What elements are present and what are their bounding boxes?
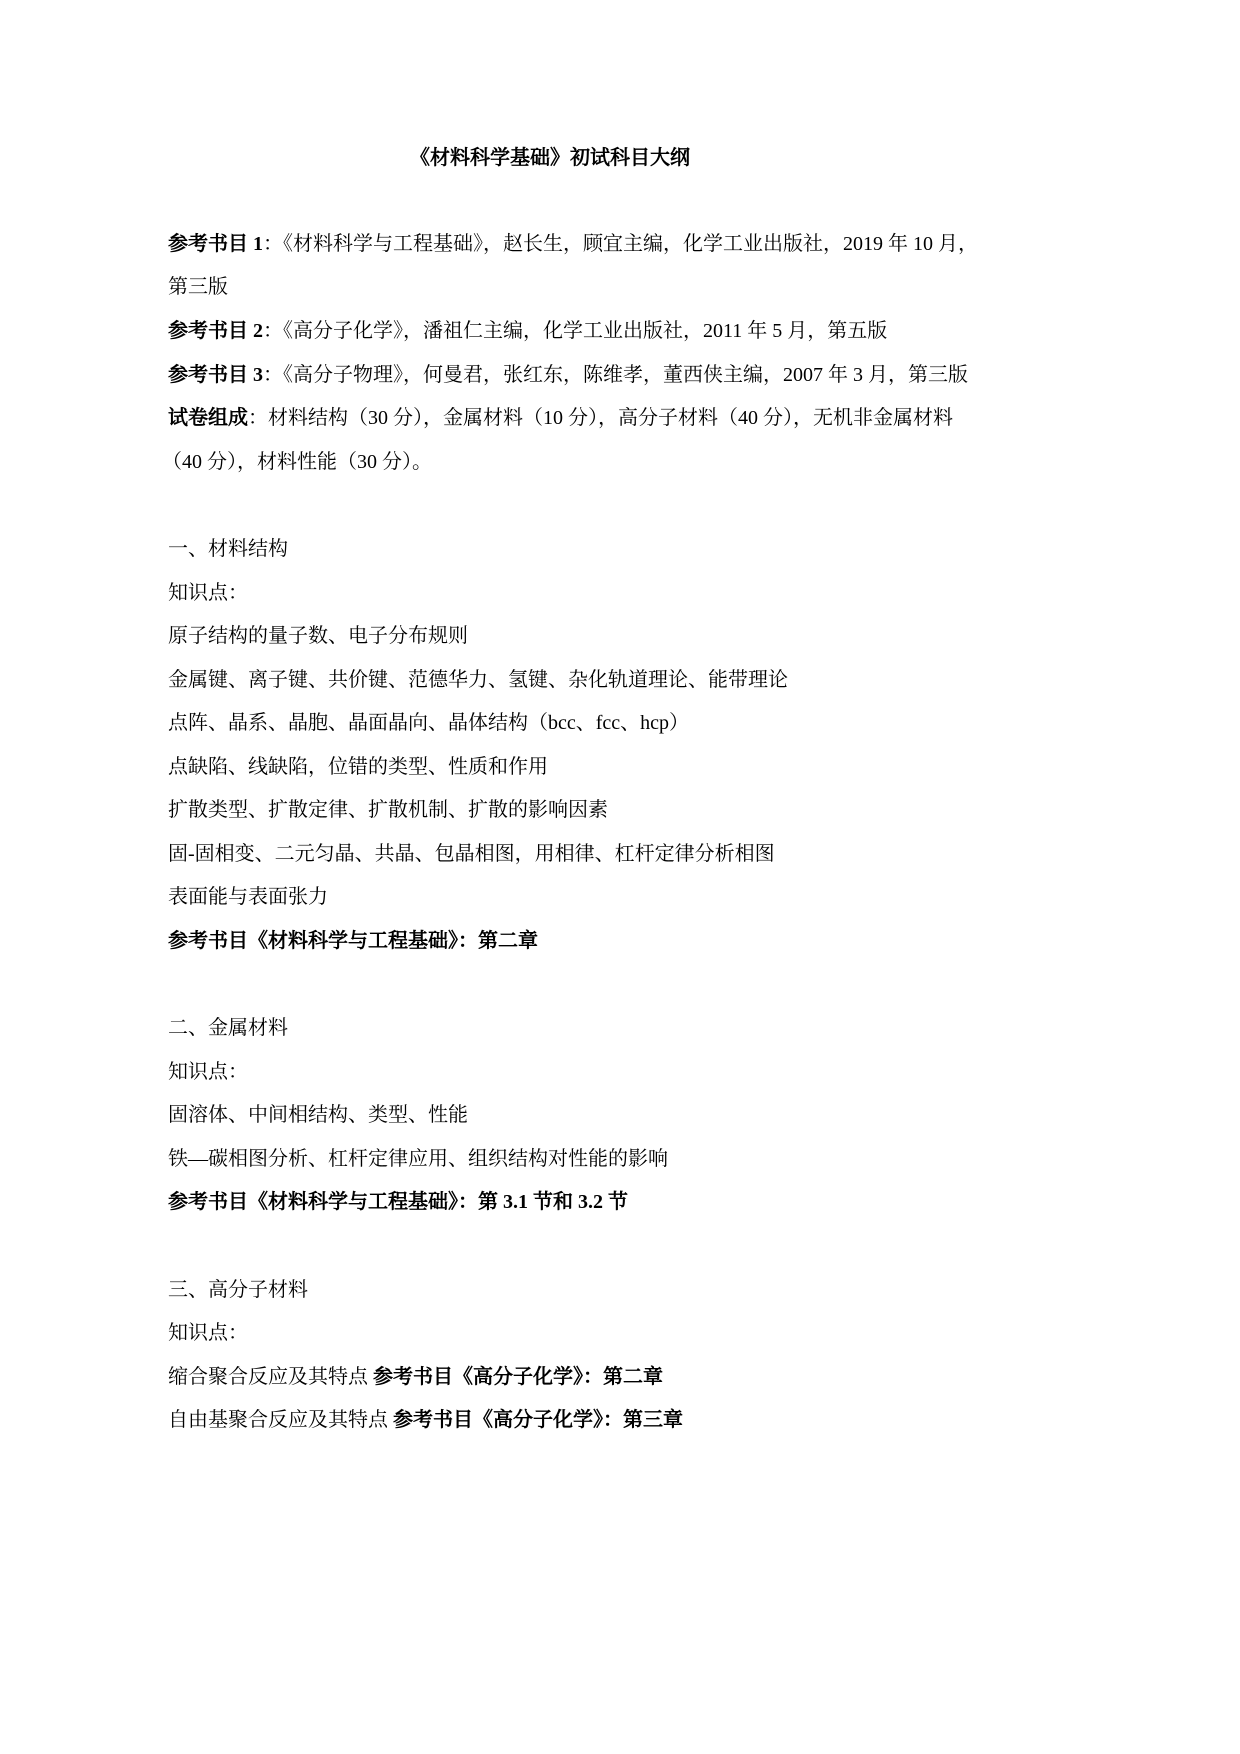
knowledge-point-text: 缩合聚合反应及其特点: [168, 1366, 373, 1388]
document-title: 《材料科学基础》初试科目大纲: [410, 147, 690, 169]
knowledge-point-reference: 参考书目《高分子化学》：第三章: [393, 1409, 683, 1431]
knowledge-point: 铁—碳相图分析、杠杆定律应用、组织结构对性能的影响: [168, 1148, 668, 1170]
knowledge-point: 固溶体、中间相结构、类型、性能: [168, 1104, 468, 1126]
reference-text: ：《材料科学与工程基础》，赵长生，顾宜主编，化学工业出版社，2019 年 10 月，: [263, 233, 978, 255]
reference-2: [168, 317, 887, 345]
knowledge-point: 表面能与表面张力: [168, 886, 328, 908]
knowledge-points-label: 知识点：: [168, 1061, 248, 1083]
reference-label: 参考书目 3: [168, 364, 263, 386]
knowledge-point: [168, 1363, 663, 1391]
reference-label: 参考书目 2: [168, 320, 263, 342]
knowledge-point: [168, 1406, 683, 1434]
section-heading: 二、金属材料: [168, 1017, 288, 1039]
knowledge-point: 点缺陷、线缺陷，位错的类型、性质和作用: [168, 756, 548, 778]
knowledge-point: 点阵、晶系、晶胞、晶面晶向、晶体结构（bcc、fcc、hcp）: [168, 712, 690, 734]
section-reference: 参考书目《材料科学与工程基础》：第二章: [168, 930, 538, 952]
reference-3: [168, 361, 968, 389]
knowledge-point: 原子结构的量子数、电子分布规则: [168, 625, 468, 647]
knowledge-point: 扩散类型、扩散定律、扩散机制、扩散的影响因素: [168, 799, 608, 821]
reference-1-cont: 第三版: [168, 276, 228, 298]
reference-text: ：《高分子化学》，潘祖仁主编，化学工业出版社，2011 年 5 月，第五版: [263, 320, 888, 342]
knowledge-points-label: 知识点：: [168, 582, 248, 604]
knowledge-point-text: 自由基聚合反应及其特点: [168, 1409, 393, 1431]
section-reference: 参考书目《材料科学与工程基础》：第 3.1 节和 3.2 节: [168, 1191, 628, 1213]
reference-label: 参考书目 1: [168, 233, 263, 255]
knowledge-points-label: 知识点：: [168, 1322, 248, 1344]
exam-composition-cont: （40 分），材料性能（30 分）。: [162, 451, 432, 473]
exam-label: 试卷组成: [168, 407, 248, 429]
section-heading: 一、材料结构: [168, 538, 288, 560]
reference-1: [168, 230, 978, 258]
reference-text: ：《高分子物理》，何曼君，张红东，陈维孝，董西侠主编，2007 年 3 月，第三版: [263, 364, 968, 386]
exam-composition: [168, 404, 953, 432]
section-heading: 三、高分子材料: [168, 1279, 308, 1301]
knowledge-point: 金属键、离子键、共价键、范德华力、氢键、杂化轨道理论、能带理论: [168, 669, 788, 691]
knowledge-point-reference: 参考书目《高分子化学》：第二章: [373, 1366, 663, 1388]
exam-text: ：材料结构（30 分），金属材料（10 分），高分子材料（40 分），无机非金属材料: [248, 407, 953, 429]
knowledge-point: 固-固相变、二元匀晶、共晶、包晶相图，用相律、杠杆定律分析相图: [168, 843, 775, 865]
